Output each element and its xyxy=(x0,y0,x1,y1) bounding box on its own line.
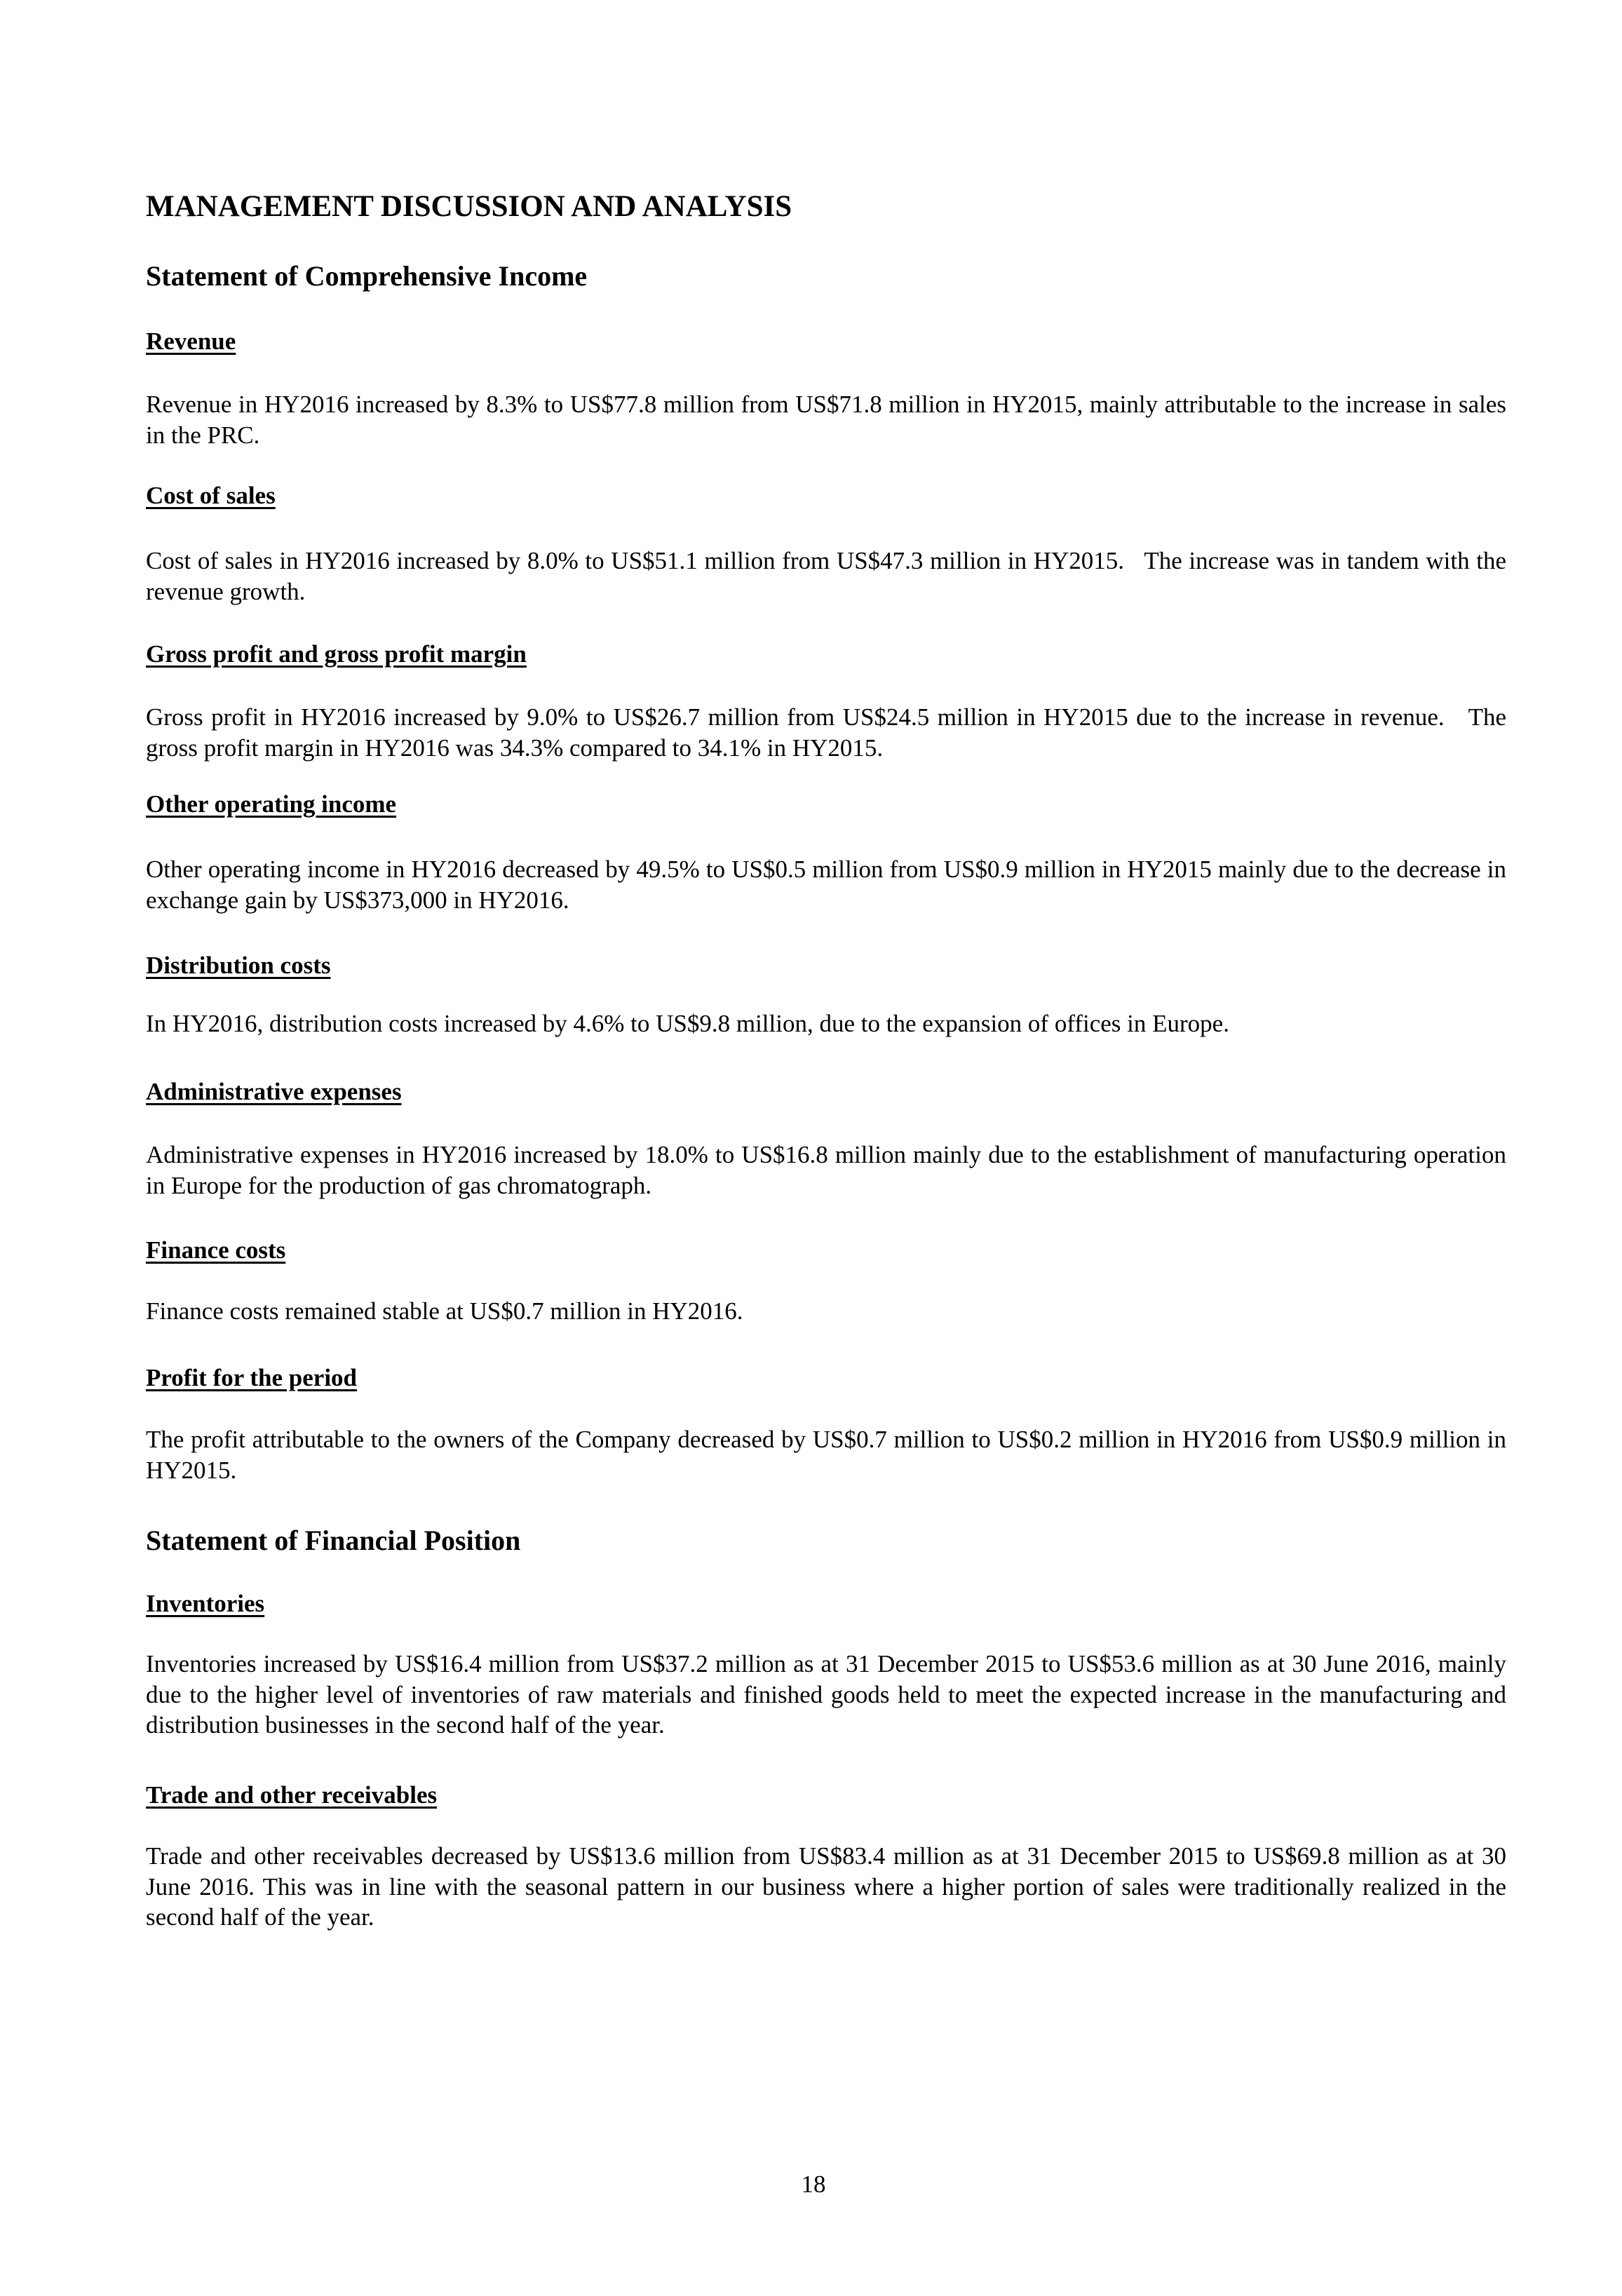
subheading-cost-of-sales: Cost of sales xyxy=(146,482,276,509)
page-title: MANAGEMENT DISCUSSION AND ANALYSIS xyxy=(146,190,792,223)
subheading-trade-receivables: Trade and other receivables xyxy=(146,1781,438,1809)
subheading-profit-for-period: Profit for the period xyxy=(146,1364,358,1391)
page-number: 18 xyxy=(801,2170,826,2198)
section-heading-financial-position: Statement of Financial Position xyxy=(146,1525,521,1556)
paragraph-administrative-expenses: Administrative expenses in HY2016 increased by 18.0% to US$16.8 million mainly due to the establishment of manufacturing operation in Europe for the production of gas chromatograph. xyxy=(146,1141,1506,1199)
subheading-distribution-costs: Distribution costs xyxy=(146,952,331,979)
paragraph-finance-costs: Finance costs remained stable at US$0.7 million in HY2016. xyxy=(146,1297,743,1325)
paragraph-revenue: Revenue in HY2016 increased by 8.3% to US$77.8 million from US$71.8 million in HY2015, mainly attributable to the increase in sales in the PRC. xyxy=(146,391,1506,449)
subheading-revenue: Revenue xyxy=(146,327,236,355)
subheading-inventories: Inventories xyxy=(146,1590,265,1617)
paragraph-trade-receivables: Trade and other receivables decreased by US$13.6 million from US$83.4 million as at 31 December 2015 to US$69.8 million as at 30 June 2016. This was in line with the seasonal pattern in our business where a higher portion of sales were traditionally realized in the second half of the year. xyxy=(146,1842,1506,1931)
section-heading-comprehensive-income: Statement of Comprehensive Income xyxy=(146,260,588,292)
subheading-gross-profit: Gross profit and gross profit margin xyxy=(146,640,527,668)
subheading-administrative-expenses: Administrative expenses xyxy=(146,1078,402,1105)
paragraph-other-operating-income: Other operating income in HY2016 decreased by 49.5% to US$0.5 million from US$0.9 million in HY2015 mainly due to the decrease in exchange gain by US$373,000 in HY2016. xyxy=(146,856,1506,914)
paragraph-profit-for-period: The profit attributable to the owners of the Company decreased by US$0.7 million to US$0.2 million in HY2016 from US$0.9 million in HY2015. xyxy=(146,1426,1506,1484)
subheading-finance-costs: Finance costs xyxy=(146,1236,286,1264)
subheading-other-operating-income: Other operating income xyxy=(146,790,397,818)
paragraph-gross-profit: Gross profit in HY2016 increased by 9.0% to US$26.7 million from US$24.5 million in HY2015 due to the increase in revenue. The gross profit margin in HY2016 was 34.3% compared to 34.1% in HY2015. xyxy=(146,703,1513,762)
paragraph-distribution-costs: In HY2016, distribution costs increased by 4.6% to US$9.8 million, due to the expansion of offices in Europe. xyxy=(146,1010,1229,1037)
paragraph-inventories: Inventories increased by US$16.4 million from US$37.2 million as at 31 December 2015 to US$53.6 million as at 30 June 2016, mainly due to the higher level of inventories of raw materials and finished goods held to meet the expected increase in the manufacturing and distribution businesses in the second half of the year. xyxy=(146,1650,1506,1738)
paragraph-cost-of-sales: Cost of sales in HY2016 increased by 8.0% to US$51.1 million from US$47.3 million in HY2015. The increase was in tandem with the revenue growth. xyxy=(146,547,1513,605)
